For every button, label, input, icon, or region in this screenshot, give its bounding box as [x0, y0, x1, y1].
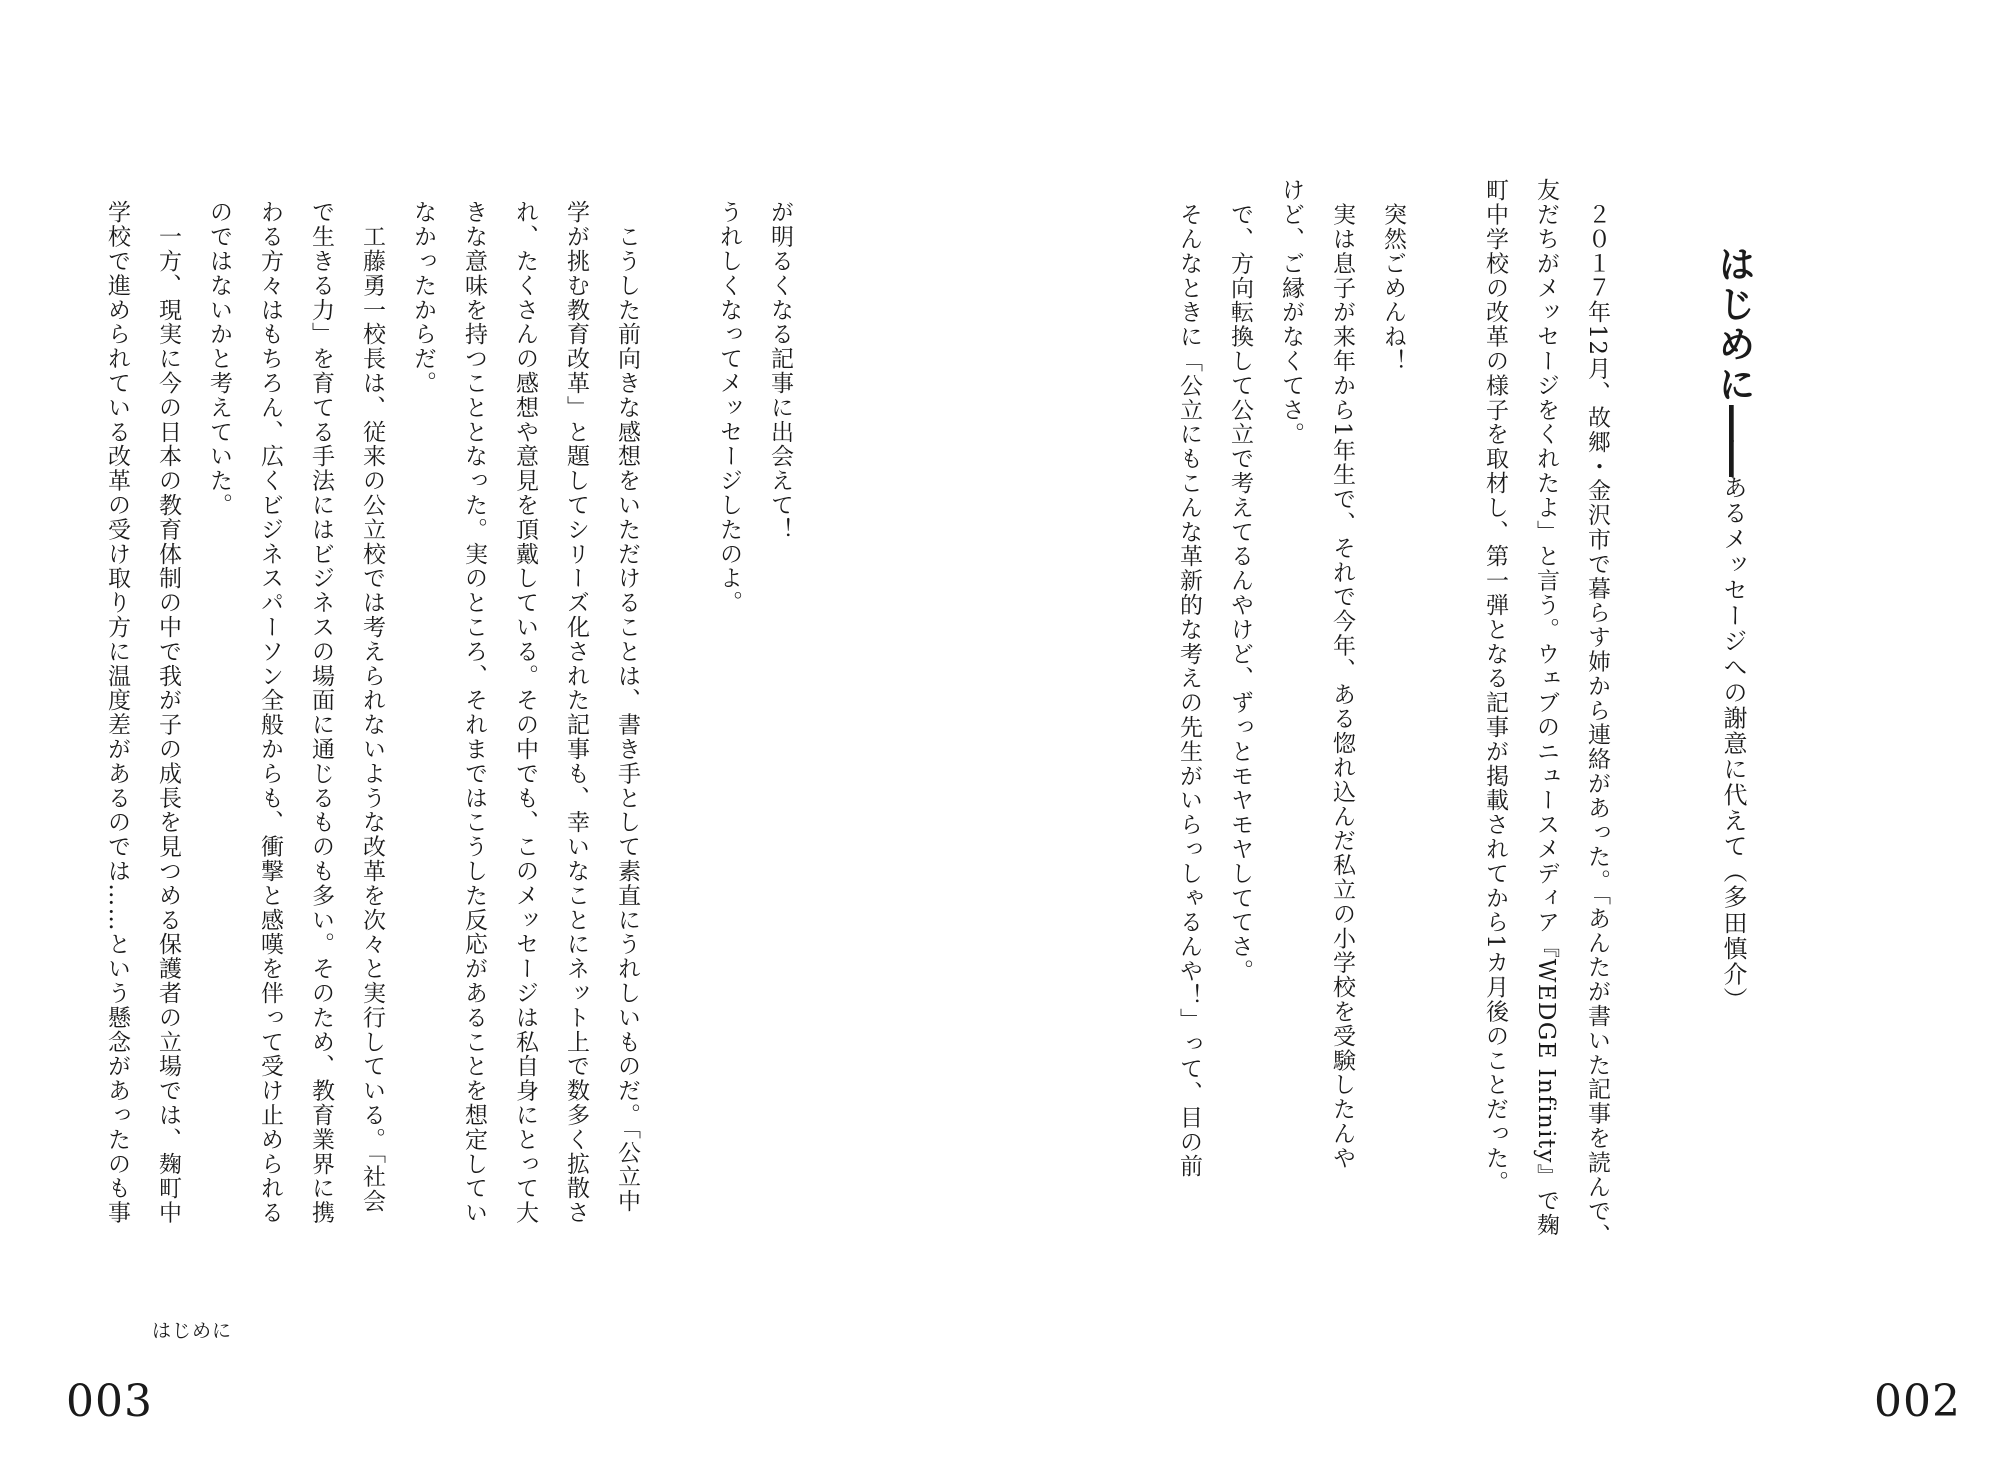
right-page-body — [1152, 178, 1622, 1258]
text-line: 町中学校の改革の様子を取材し、第一弾となる記事が掲載されてから1カ月後のことだった。 — [1482, 178, 1508, 1195]
text-line: 学校で進められている改革の受け取り方に温度差があるのでは……という懸念があったのも事 — [104, 200, 130, 1225]
text-line: きな意味を持つこととなった。実のところ、それまではこうした反応があることを想定してい — [461, 200, 487, 1225]
text-line: が明るくなる記事に出会えて！ — [767, 200, 793, 542]
blank-line — [1418, 178, 1469, 1258]
text-line: で生きる力」を育てる手法にはビジネスの場面に通じるものも多い。そのため、教育業界に携 — [308, 200, 334, 1225]
text-line: そんなときに「公立にもこんな革新的な考えの先生がいらっしゃるんや！」って、目の前 — [1176, 178, 1202, 1179]
text-line: こうした前向きな感想をいただけることは、書き手として素直にうれしいものだ。「公立中 — [614, 200, 640, 1214]
running-head: はじめに — [152, 1320, 233, 1342]
text-line: けど、ご縁がなくてさ。 — [1278, 178, 1304, 447]
text-line: 突然ごめんね！ — [1380, 178, 1406, 374]
text-line: ２０１７年12月、故郷・金沢市で暮らす姉から連絡があった。「あんたが書いた記事を読んで、 — [1584, 178, 1610, 1248]
text-line: 実は息子が来年から1年生で、それで今年、ある惚れ込んだ私立の小学校を受験したんや — [1329, 178, 1355, 1171]
chapter-title-dash: ―― — [1712, 405, 1755, 475]
text-line: 工藤勇一校長は、従来の公立校では考えられないような改革を次々と実行している。「社会 — [359, 200, 385, 1214]
text-line: うれしくなってメッセージしたのよ。 — [716, 200, 742, 615]
chapter-subtitle: あるメッセージへの謝意に代えて（多田慎介） — [1719, 475, 1747, 1013]
text-line: わる方々はもちろん、広くビジネスパーソン全般からも、衝撃と感嘆を伴って受け止められる — [257, 200, 283, 1225]
text-line: なかったからだ。 — [410, 200, 436, 396]
chapter-title — [1706, 245, 1760, 1013]
text-line: のではないかと考えていた。 — [206, 200, 232, 518]
text-line: 学が挑む教育改革」と題してシリーズ化された記事も、幸いなことにネット上で数多く拡散さ — [563, 200, 589, 1225]
text-line: れ、たくさんの感想や意見を頂戴している。その中でも、このメッセージは私自身にとって大 — [512, 200, 538, 1225]
text-line: 友だちがメッセージをくれたよ」と言う。ウェブのニュースメディア『WEDGE Infinity』で麹 — [1533, 178, 1559, 1238]
page-number-left: 003 — [66, 1376, 153, 1427]
left-page-body — [104, 200, 805, 1260]
text-line: 一方、現実に今の日本の教育体制の中で我が子の成長を見つめる保護者の立場では、麹町中 — [155, 200, 181, 1225]
chapter-title-main: はじめに — [1712, 245, 1755, 405]
page-number-right: 002 — [1874, 1376, 1961, 1427]
text-line: で、方向転換して公立で考えてるんやけど、ずっとモヤモヤしててさ。 — [1227, 178, 1253, 984]
blank-line — [652, 200, 703, 1260]
